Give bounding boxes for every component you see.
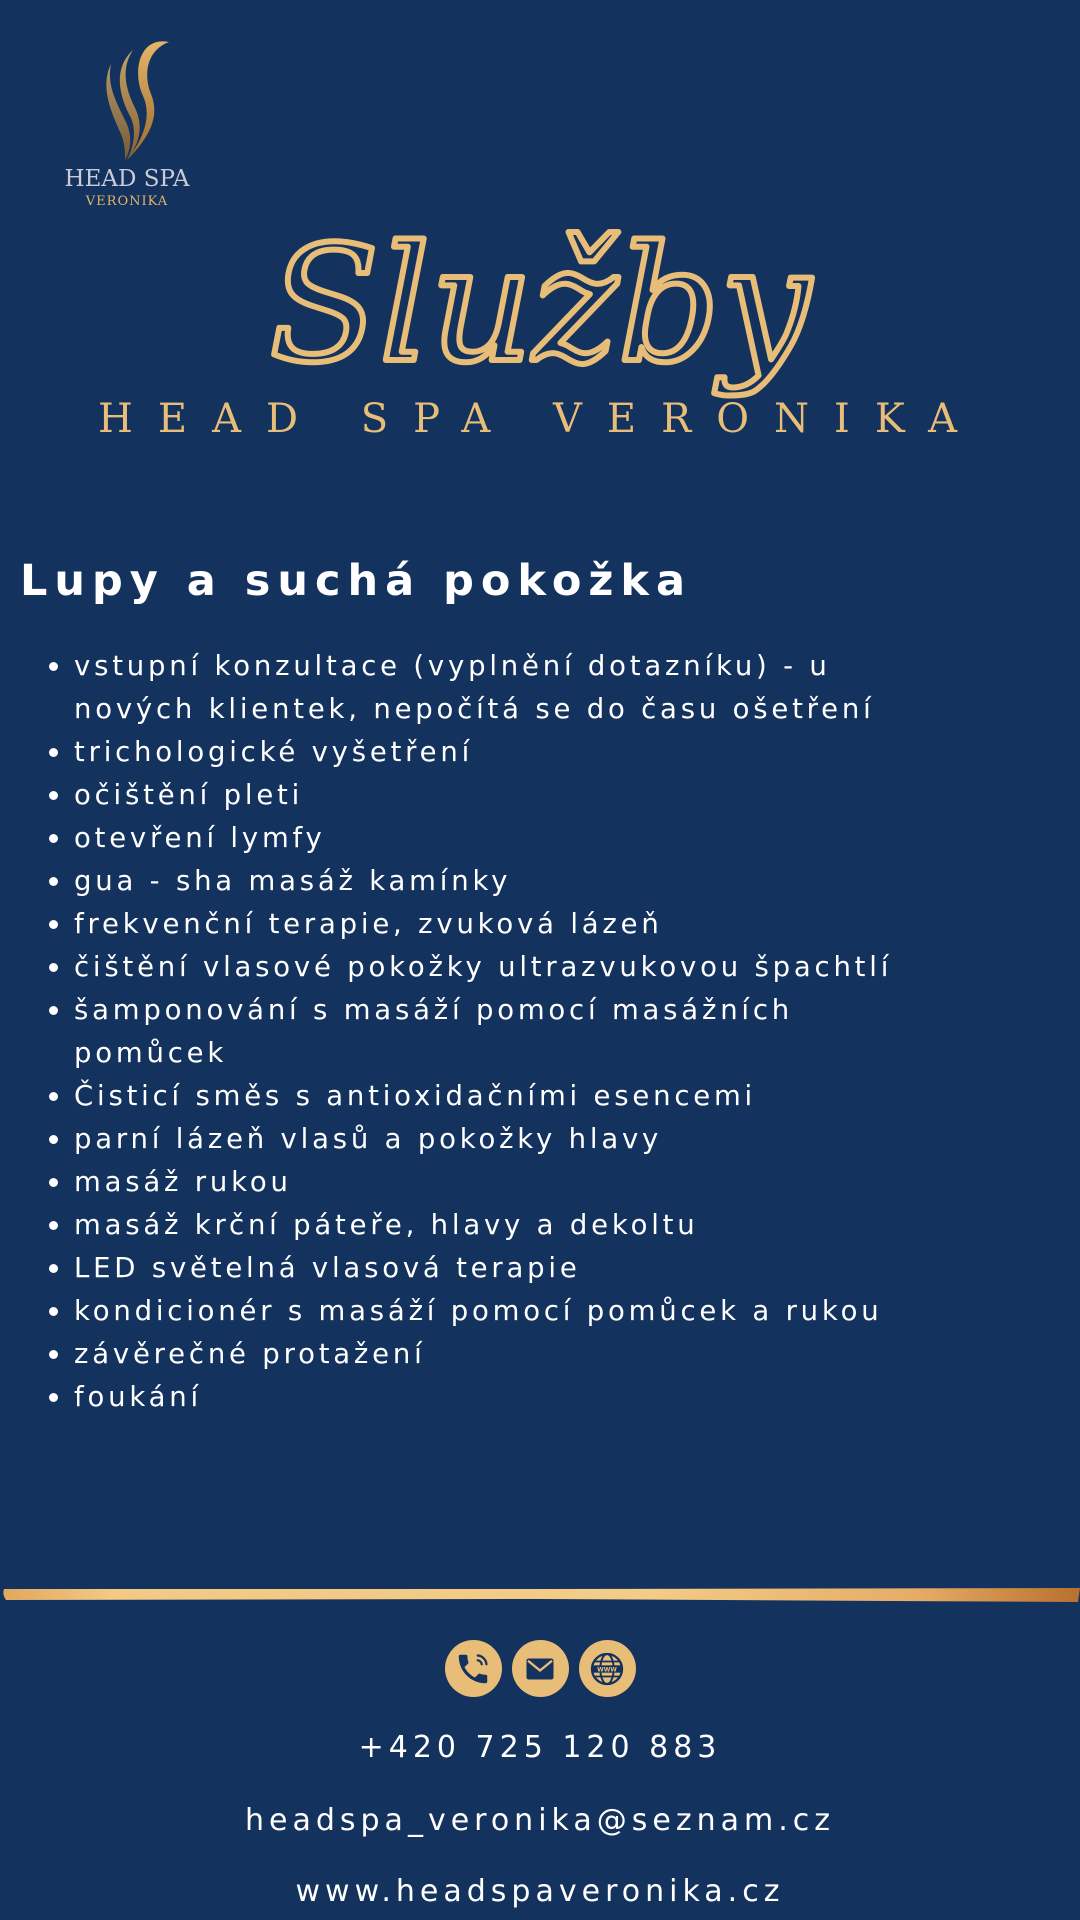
script-title: [0, 210, 1080, 420]
svg-text:WWW: WWW: [597, 1665, 617, 1673]
hair-wave-icon: [77, 34, 177, 164]
list-item: frekvenční terapie, zvuková lázeň: [45, 903, 1075, 946]
section-title: Lupy a suchá pokožka: [20, 556, 693, 606]
list-item: LED světelná vlasová terapie: [45, 1247, 1075, 1290]
logo-subtitle: VERONIKA: [85, 194, 169, 209]
list-item: kondicionér s masáží pomocí pomůcek a rukou: [45, 1290, 1075, 1333]
list-item: čištění vlasové pokožky ultrazvukovou špachtlí: [45, 946, 1075, 989]
list-item: gua - sha masáž kamínky: [45, 860, 1075, 903]
list-item: Čisticí směs s antioxidačními esencemi: [45, 1075, 1075, 1118]
list-item: otevření lymfy: [45, 817, 1075, 860]
list-item: foukání: [45, 1376, 1075, 1419]
logo-name: HEAD SPA: [64, 166, 190, 192]
services-list: [45, 645, 1075, 1419]
list-item: šamponování s masáží pomocí masážních pomůcek: [45, 989, 1075, 1075]
phone-icon[interactable]: [445, 1640, 502, 1697]
list-item: vstupní konzultace (vyplnění dotazníku) - u nových klientek, nepočítá se do času ošetření: [45, 645, 1075, 731]
list-item: trichologické vyšetření: [45, 731, 1075, 774]
brand-line: HEAD SPA VERONIKA: [98, 396, 982, 442]
contact-email[interactable]: headspa_veronika@seznam.cz: [244, 1803, 835, 1838]
list-item: masáž krční páteře, hlavy a dekoltu: [45, 1204, 1075, 1247]
list-item: parní lázeň vlasů a pokožky hlavy: [45, 1118, 1075, 1161]
script-title-text: Služby: [269, 211, 811, 398]
mail-icon[interactable]: [512, 1640, 569, 1697]
contact-icons: [0, 1640, 1080, 1700]
globe-icon[interactable]: [579, 1640, 636, 1697]
contact-web[interactable]: www.headspaveronika.cz: [295, 1874, 785, 1909]
logo: [62, 34, 192, 214]
contact-phone[interactable]: +420 725 120 883: [358, 1730, 722, 1765]
list-item: očištění pleti: [45, 774, 1075, 817]
list-item: masáž rukou: [45, 1161, 1075, 1204]
list-item: závěrečné protažení: [45, 1333, 1075, 1376]
gold-divider: [0, 1580, 1080, 1608]
